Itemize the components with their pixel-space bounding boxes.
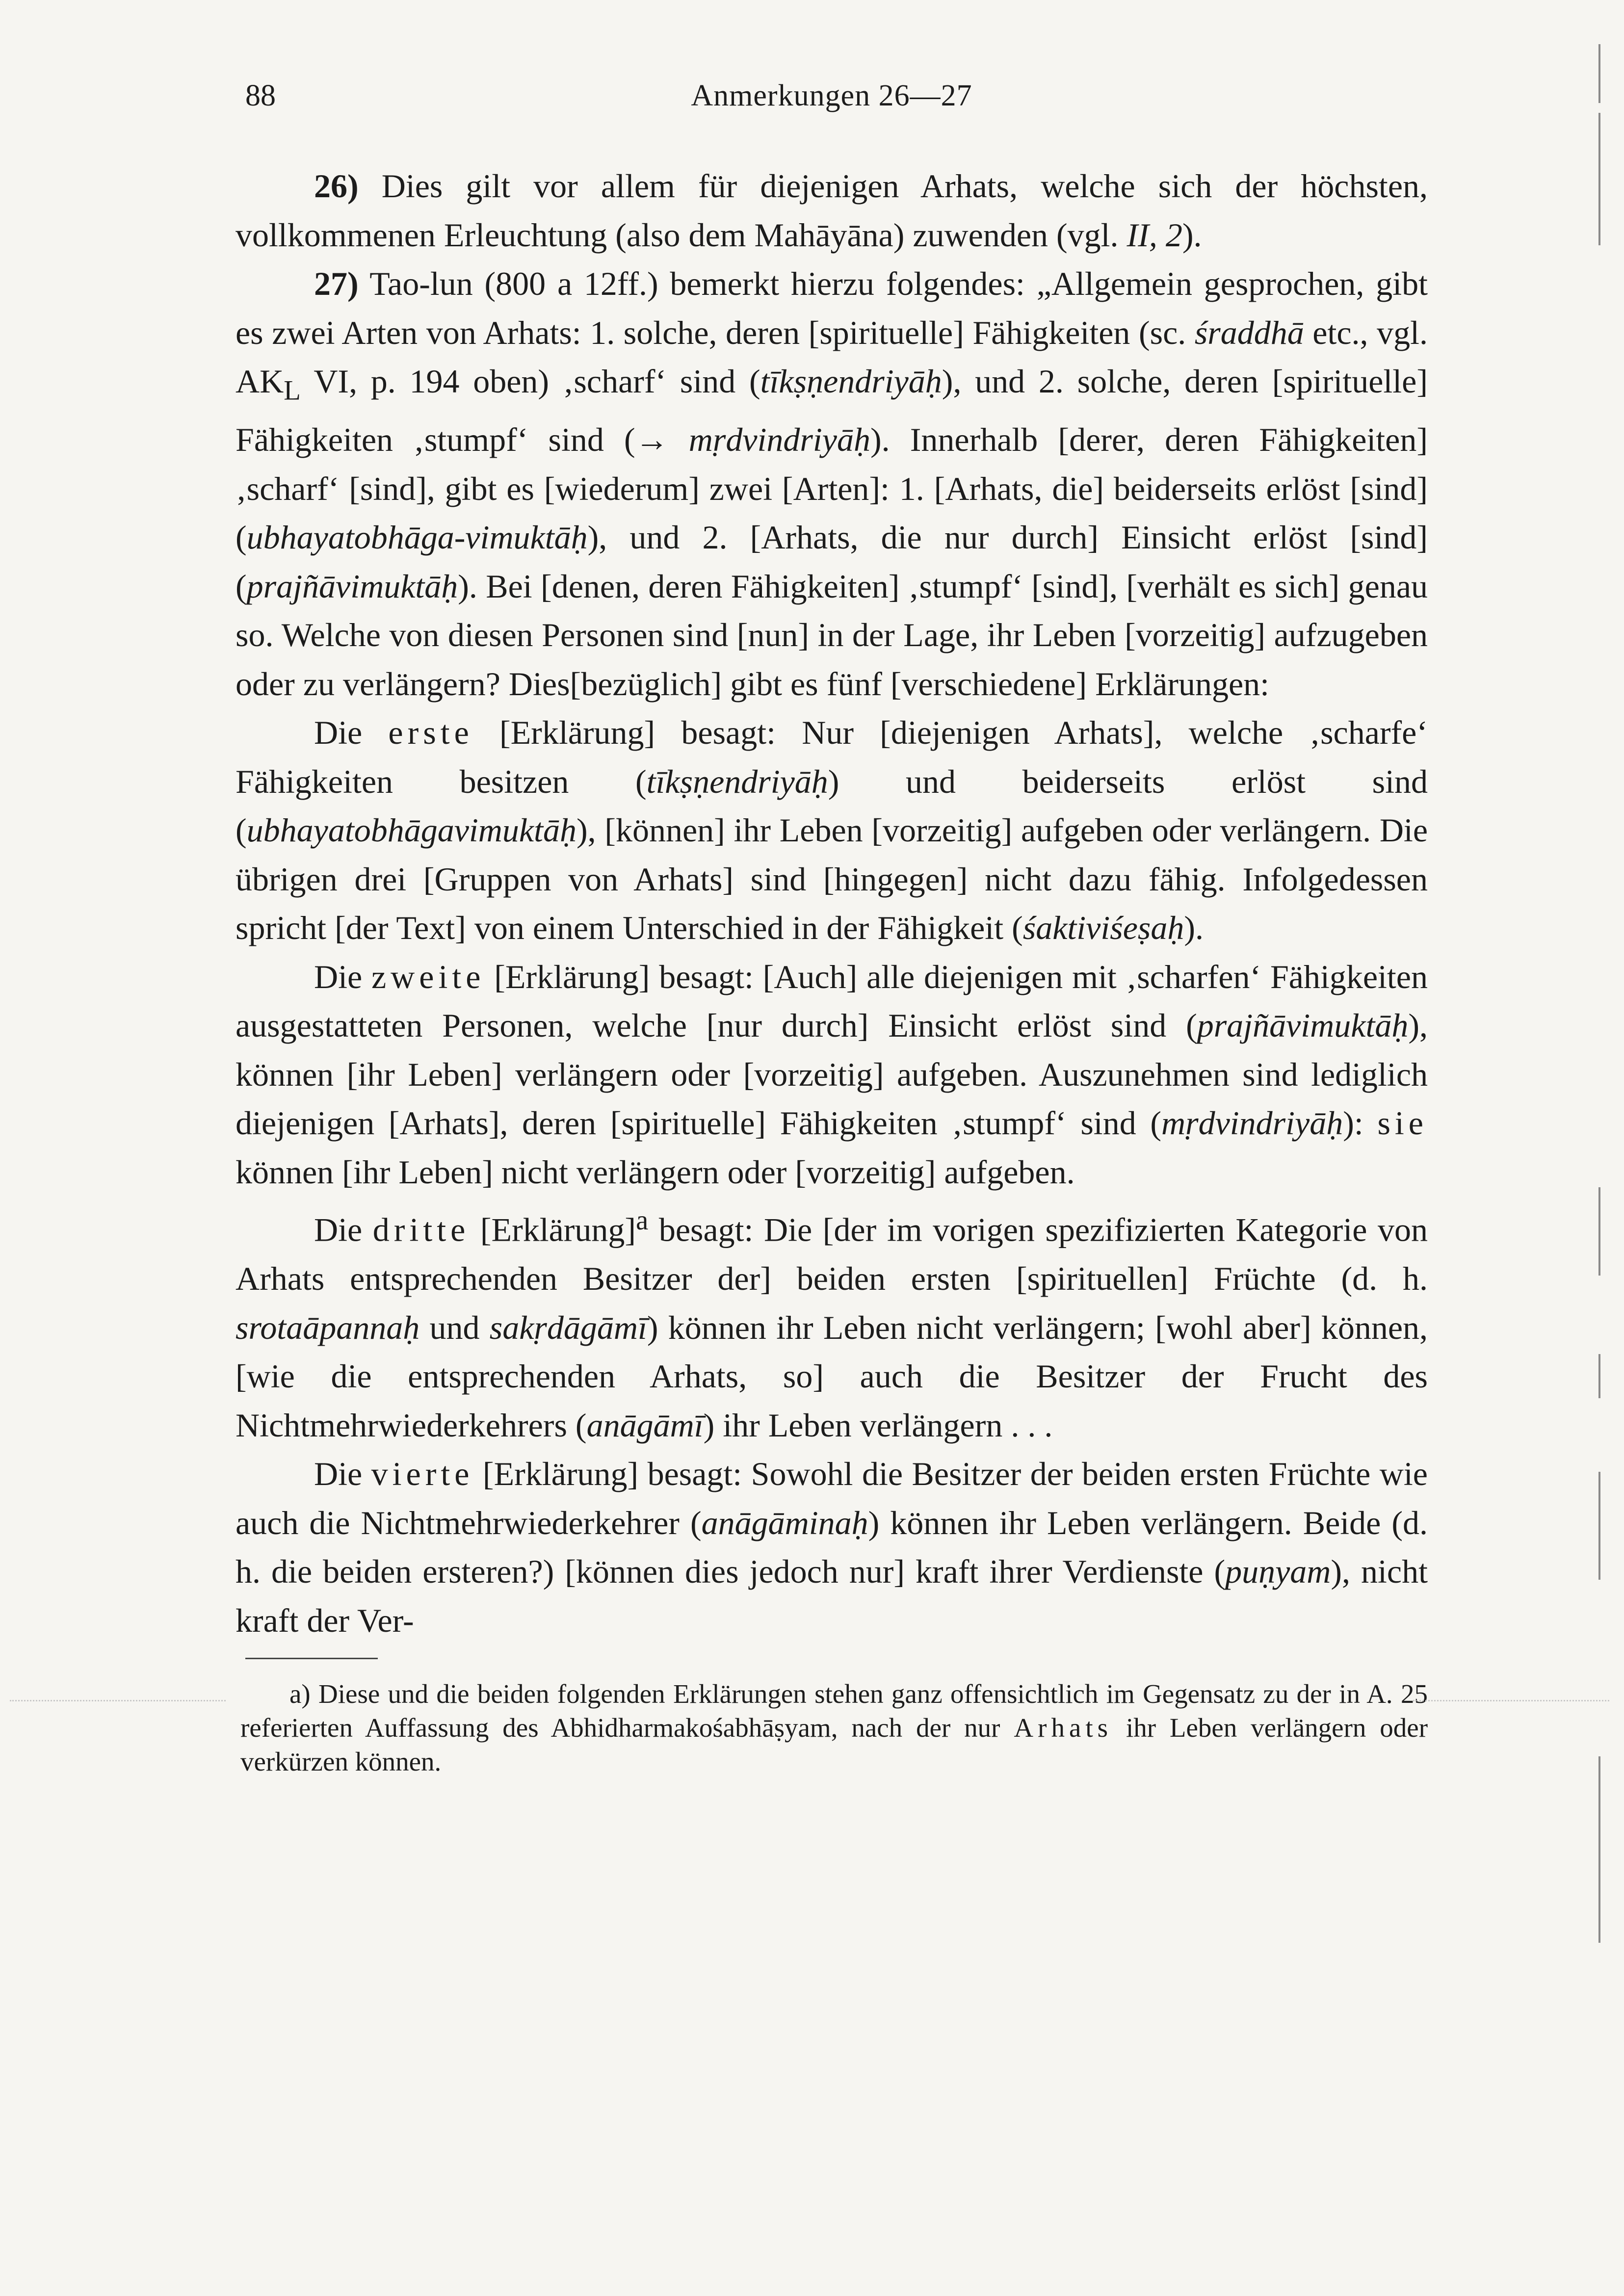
scan-dotted-line	[10, 1700, 226, 1702]
scan-dotted-line	[1413, 1700, 1609, 1702]
paragraph-text: ) können ihr Leben verlängern. Beide (d. h. die beiden ersteren?) [können dies jedoch nur] kraft ihrer Verdienste (	[236, 1504, 1428, 1591]
paragraph-erste	[236, 708, 1428, 953]
scan-edge-mark	[1598, 44, 1600, 103]
footnote-mark: a)	[289, 1679, 311, 1709]
scan-edge-mark	[1598, 1187, 1600, 1276]
footnote-rule	[245, 1658, 378, 1659]
paragraph-text: Die	[314, 1211, 373, 1249]
page	[236, 74, 1428, 1778]
paragraph-text: ) und beiderseits erlöst sind (	[236, 762, 1428, 849]
spaced-emphasis: dritte	[372, 1211, 470, 1249]
paragraph-vierte	[236, 1450, 1428, 1645]
note-text: ). Innerhalb [derer, deren Fähigkeiten] ‚scharf‘ [sind], gibt es [wiederum] zwei [Arten]: 1. [Arhats, die] beiderseits erlöst [sind] (	[236, 421, 1428, 556]
body-text	[236, 162, 1428, 1645]
page-header	[236, 74, 1428, 128]
paragraph-text: Die	[314, 1455, 371, 1493]
sanskrit-term: mṛdvindriyāḥ	[1161, 1104, 1343, 1142]
paragraph-dritte	[236, 1197, 1428, 1450]
scan-edge-mark	[1598, 1472, 1600, 1580]
spaced-emphasis: erste	[388, 714, 473, 752]
sanskrit-term: tīkṣṇendriyāḥ	[760, 363, 942, 400]
paragraph-text: ) können ihr Leben nicht verlängern; [wohl aber] können, [wie die entsprechenden Arhats, so] auch die Besitzer der Frucht des Nichtmehrwiederkehrers (	[236, 1308, 1428, 1444]
paragraph-zweite	[236, 953, 1428, 1197]
note-text: ).	[1182, 216, 1202, 254]
paragraph-text: ), [können] ihr Leben [vorzeitig] aufgeben oder verlängern. Die übrigen drei [Gruppen von Arhats] sind [hingegen] nicht dazu fähig. Infolgedessen spricht [der Text] von einem Unterschied in der Fähigkeit (	[236, 811, 1428, 947]
page-number: 88	[245, 79, 276, 112]
spaced-emphasis: Arhats	[1014, 1713, 1113, 1743]
note-number: 27)	[314, 265, 359, 302]
sanskrit-term: prajñāvimuktāḥ	[246, 567, 458, 605]
cross-reference: II, 2	[1126, 216, 1182, 254]
note-26	[236, 162, 1428, 260]
paragraph-text: ):	[1343, 1104, 1378, 1142]
footnote	[236, 1677, 1428, 1778]
sanskrit-term: tīkṣṇendriyāḥ	[646, 762, 828, 800]
note-text: VI, p. 194 oben) ‚scharf‘ sind (	[300, 363, 760, 400]
spaced-emphasis: sie	[1377, 1104, 1428, 1142]
note-text: ), und 2. [Arhats, die nur durch] Einsicht erlöst [sind] (	[236, 519, 1428, 605]
paragraph-text: Die	[314, 714, 389, 752]
sanskrit-term: anāgāminaḥ	[701, 1504, 868, 1541]
note-text: ). Bei [denen, deren Fähigkeiten] ‚stumpf‘ [sind], [verhält es sich] genau so. Welche von diesen Personen sind [nun] in der Lage, ihr Leben [vorzeitig] aufzugeben oder zu verlängern? Dies[bezüglich] gibt es fünf [verschiedene] Erklärungen:	[236, 567, 1428, 703]
subscript: L	[284, 375, 301, 406]
sanskrit-term: srotaāpannaḥ	[236, 1308, 420, 1346]
note-text: etc., vgl. AK	[236, 313, 1428, 400]
note-text: ), und 2. solche, deren [spirituelle] Fähigkeiten ‚stumpf‘ sind (→	[236, 363, 1428, 459]
sanskrit-term: śraddhā	[1194, 313, 1304, 351]
sanskrit-term: ubhayatobhāga-vimuktāḥ	[246, 519, 588, 556]
paragraph-text: ).	[1184, 909, 1204, 947]
footnote-text: Diese und die beiden folgenden Erklärungen stehen ganz offensichtlich im Gegensatz zu der in A. 25 referierten Auffassung des Abhidharmakośabhāṣyam, nach der nur	[240, 1679, 1428, 1743]
note-number: 26)	[314, 167, 359, 205]
sanskrit-term: śaktiviśeṣaḥ	[1022, 909, 1184, 947]
sanskrit-term: ubhayatobhāgavimuktāḥ	[246, 811, 576, 849]
paragraph-text: ), können [ihr Leben] verlängern oder [vorzeitig] aufgeben. Auszunehmen sind lediglich diejenigen [Arhats], deren [spirituelle] Fähigkeiten ‚stumpf‘ sind (	[236, 1007, 1428, 1142]
note-text: Tao-lun (800 a 12ff.) bemerkt hierzu folgendes: „Allgemein gesprochen, gibt es zwei Arten von Arhats: 1. solche, deren [spirituelle] Fähigkeiten (sc.	[236, 265, 1428, 351]
paragraph-text: besagt: Die [der im vorigen spezifizierten Kategorie von Arhats entsprechenden Besitzer der] beiden ersten [spirituellen] Früchte (d. h.	[236, 1211, 1428, 1298]
sanskrit-term: mṛdvindriyāḥ	[688, 421, 870, 459]
spaced-emphasis: zweite	[371, 958, 485, 995]
note-27	[236, 260, 1428, 708]
running-head: Anmerkungen 26—27	[691, 79, 972, 112]
paragraph-text: können [ihr Leben] nicht verlängern oder [vorzeitig] aufgeben.	[236, 1153, 1075, 1191]
paragraph-text: ), nicht kraft der Ver-	[236, 1553, 1428, 1639]
footnote-marker: a	[636, 1205, 649, 1236]
spaced-emphasis: vierte	[371, 1455, 474, 1493]
scan-edge-mark	[1598, 1354, 1600, 1398]
note-text: Dies gilt vor allem für diejenigen Arhats, welche sich der höchsten, vollkommenen Erleuchtung (also dem Mahāyāna) zuwenden (vgl.	[236, 167, 1428, 254]
footnote-text: ihr Leben verlängern oder verkürzen können.	[240, 1713, 1428, 1777]
scan-edge-mark	[1598, 1756, 1600, 1943]
paragraph-text: [Erklärung] besagt: Nur [diejenigen Arhats], welche ‚scharfe‘ Fähigkeiten besitzen (	[236, 714, 1428, 800]
sanskrit-term: sakṛdāgāmī	[489, 1308, 647, 1346]
sanskrit-term: puṇyam	[1225, 1553, 1331, 1591]
paragraph-text: [Erklärung] besagt: Sowohl die Besitzer der beiden ersten Früchte wie auch die Nichtmehrwiederkehrer (	[236, 1455, 1428, 1541]
paragraph-text: und	[419, 1308, 490, 1346]
sanskrit-term: prajñāvimuktāḥ	[1197, 1007, 1409, 1044]
sanskrit-term: anāgāmī	[586, 1406, 704, 1444]
paragraph-text: [Erklärung]	[470, 1211, 636, 1249]
paragraph-text: [Erklärung] besagt: [Auch] alle diejenigen mit ‚scharfen‘ Fähigkeiten ausgestatteten Personen, welche [nur durch] Einsicht erlöst sind (	[236, 958, 1428, 1044]
scan-edge-mark	[1598, 113, 1600, 245]
paragraph-text: Die	[314, 958, 371, 995]
paragraph-text: ) ihr Leben verlängern . . .	[703, 1406, 1053, 1444]
